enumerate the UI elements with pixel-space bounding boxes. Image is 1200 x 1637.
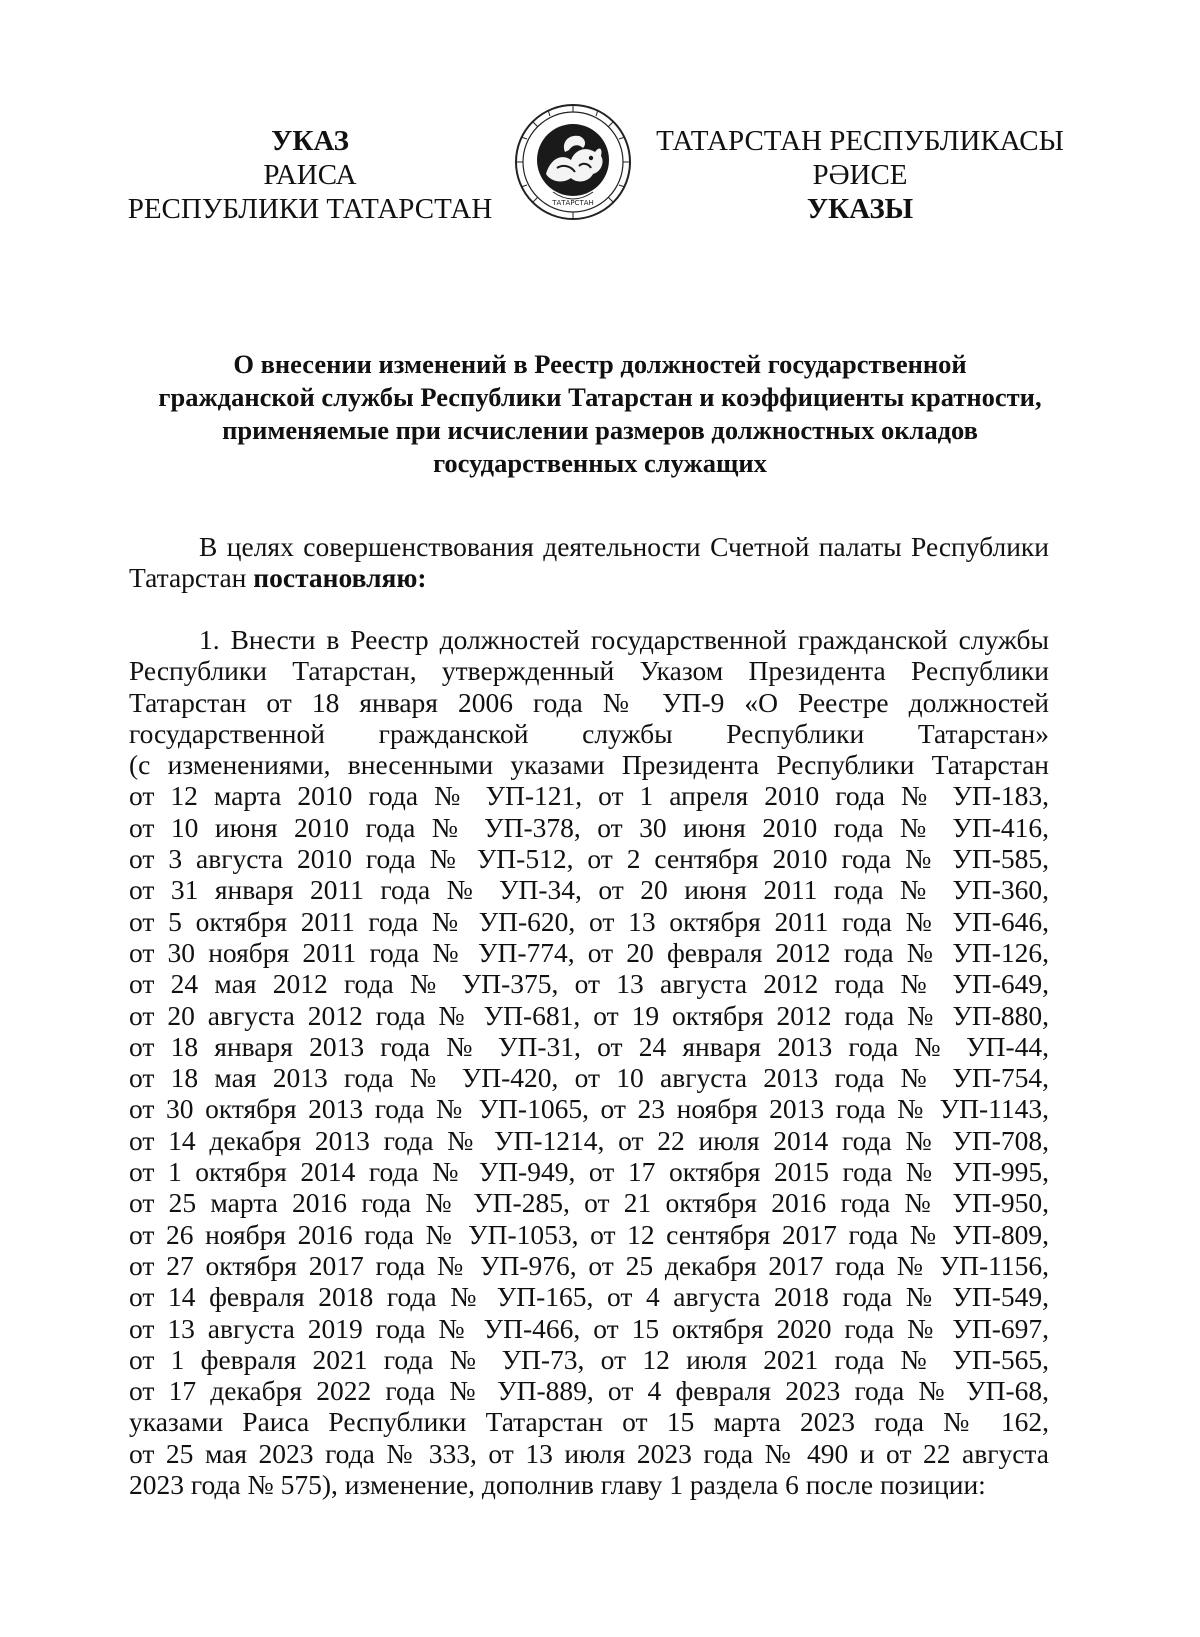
paragraph-line: от 31 января 2011 года № УП-34, от 20 июня 2011 года № УП-360,: [129, 874, 1049, 906]
header-right: [640, 124, 1080, 226]
emblem-text: ТАТАРСТАН: [552, 199, 594, 207]
paragraph-line: от 24 мая 2012 года № УП-375, от 13 августа 2012 года № УП-649,: [129, 968, 1049, 1000]
preamble-line: В целях совершенствования деятельности Счетной палаты Республики: [199, 531, 1049, 562]
operative-word: постановляю:: [253, 562, 427, 594]
paragraph-line: от 30 октября 2013 года № УП-1065, от 23 ноября 2013 года № УП-1143,: [129, 1093, 1049, 1125]
paragraph-line: от 10 июня 2010 года № УП-378, от 30 июня 2010 года № УП-416,: [129, 811, 1049, 843]
paragraph-line: от 26 ноября 2016 года № УП-1053, от 12 сентября 2017 года № УП-809,: [129, 1218, 1049, 1250]
preamble-text: Татарстан: [129, 562, 254, 594]
paragraph-line: Татарстан от 18 января 2006 года № УП-9 «О Реестре должностей: [129, 686, 1049, 718]
paragraph-line: от 1 октября 2014 года № УП-949, от 17 октября 2015 года № УП-995,: [129, 1156, 1049, 1188]
paragraph-line: от 5 октября 2011 года № УП-620, от 13 октября 2011 года № УП-646,: [129, 905, 1049, 937]
title-line: применяемые при исчислении размеров должностных окладов: [222, 415, 978, 445]
paragraph-line: (с изменениями, внесенными указами Президента Республики Татарстан: [129, 749, 1049, 781]
paragraph-line: от 14 декабря 2013 года № УП-1214, от 22 июля 2014 года № УП-708,: [129, 1124, 1049, 1156]
title-line: О внесении изменений в Реестр должностей государственной: [233, 349, 967, 379]
paragraph-line: Республики Татарстан, утвержденный Указом Президента Республики: [129, 655, 1049, 687]
paragraph-line: от 14 февраля 2018 года № УП-165, от 4 августа 2018 года № УП-549,: [129, 1281, 1049, 1313]
preamble-line: [129, 562, 1049, 593]
paragraph-line: от 20 августа 2012 года № УП-681, от 19 октября 2012 года № УП-880,: [129, 999, 1049, 1031]
paragraph-line: 1. Внести в Реестр должностей государственной гражданской службы: [199, 624, 1049, 655]
paragraph-line: указами Раиса Республики Татарстан от 15 марта 2023 года № 162,: [129, 1406, 1049, 1438]
paragraph-1: [129, 624, 1049, 1500]
preamble-paragraph: [129, 531, 1049, 594]
header-left: [120, 124, 500, 226]
paragraph-line: от 3 августа 2010 года № УП-512, от 2 сентября 2010 года № УП-585,: [129, 843, 1049, 875]
coat-of-arms-tatarstan-icon: [513, 102, 633, 222]
paragraph-line: от 1 февраля 2021 года № УП-73, от 12 июля 2021 года № УП-565,: [129, 1343, 1049, 1375]
paragraph-line: от 13 августа 2019 года № УП-466, от 15 октября 2020 года № УП-697,: [129, 1312, 1049, 1344]
paragraph-line: от 25 мая 2023 года № 333, от 13 июля 2023 года № 490 и от 22 августа: [129, 1437, 1049, 1469]
paragraph-line: от 18 января 2013 года № УП-31, от 24 января 2013 года № УП-44,: [129, 1030, 1049, 1062]
paragraph-line: от 18 мая 2013 года № УП-420, от 10 августа 2013 года № УП-754,: [129, 1062, 1049, 1094]
paragraph-line: от 25 марта 2016 года № УП-285, от 21 октября 2016 года № УП-950,: [129, 1187, 1049, 1219]
republic-label: РЕСПУБЛИКИ ТАТАРСТАН: [127, 193, 493, 225]
decree-label-tatar: УКАЗЫ: [806, 193, 914, 225]
rais-label: РАИСА: [263, 159, 357, 191]
emblem: [513, 102, 633, 222]
decree-label: УКАЗ: [271, 125, 349, 157]
title-line: гражданской службы Республики Татарстан и коэффициенты кратности,: [158, 382, 1042, 412]
title-line: государственных служащих: [433, 448, 767, 478]
paragraph-line: от 27 октября 2017 года № УП-976, от 25 декабря 2017 года № УП-1156,: [129, 1249, 1049, 1281]
paragraph-line: государственной гражданской службы Республики Татарстан»: [129, 717, 1049, 749]
document-title: [100, 348, 1100, 480]
paragraph-line: от 12 марта 2010 года № УП-121, от 1 апреля 2010 года № УП-183,: [129, 780, 1049, 812]
paragraph-line: от 30 ноября 2011 года № УП-774, от 20 февраля 2012 года № УП-126,: [129, 936, 1049, 968]
rais-label-tatar: РӘИСЕ: [812, 159, 908, 191]
republic-label-tatar: ТАТАРСТАН РЕСПУБЛИКАСЫ: [656, 125, 1064, 157]
paragraph-line: 2023 года № 575), изменение, дополнив главу 1 раздела 6 после позиции:: [129, 1469, 986, 1501]
paragraph-line: от 17 декабря 2022 года № УП-889, от 4 февраля 2023 года № УП-68,: [129, 1375, 1049, 1407]
